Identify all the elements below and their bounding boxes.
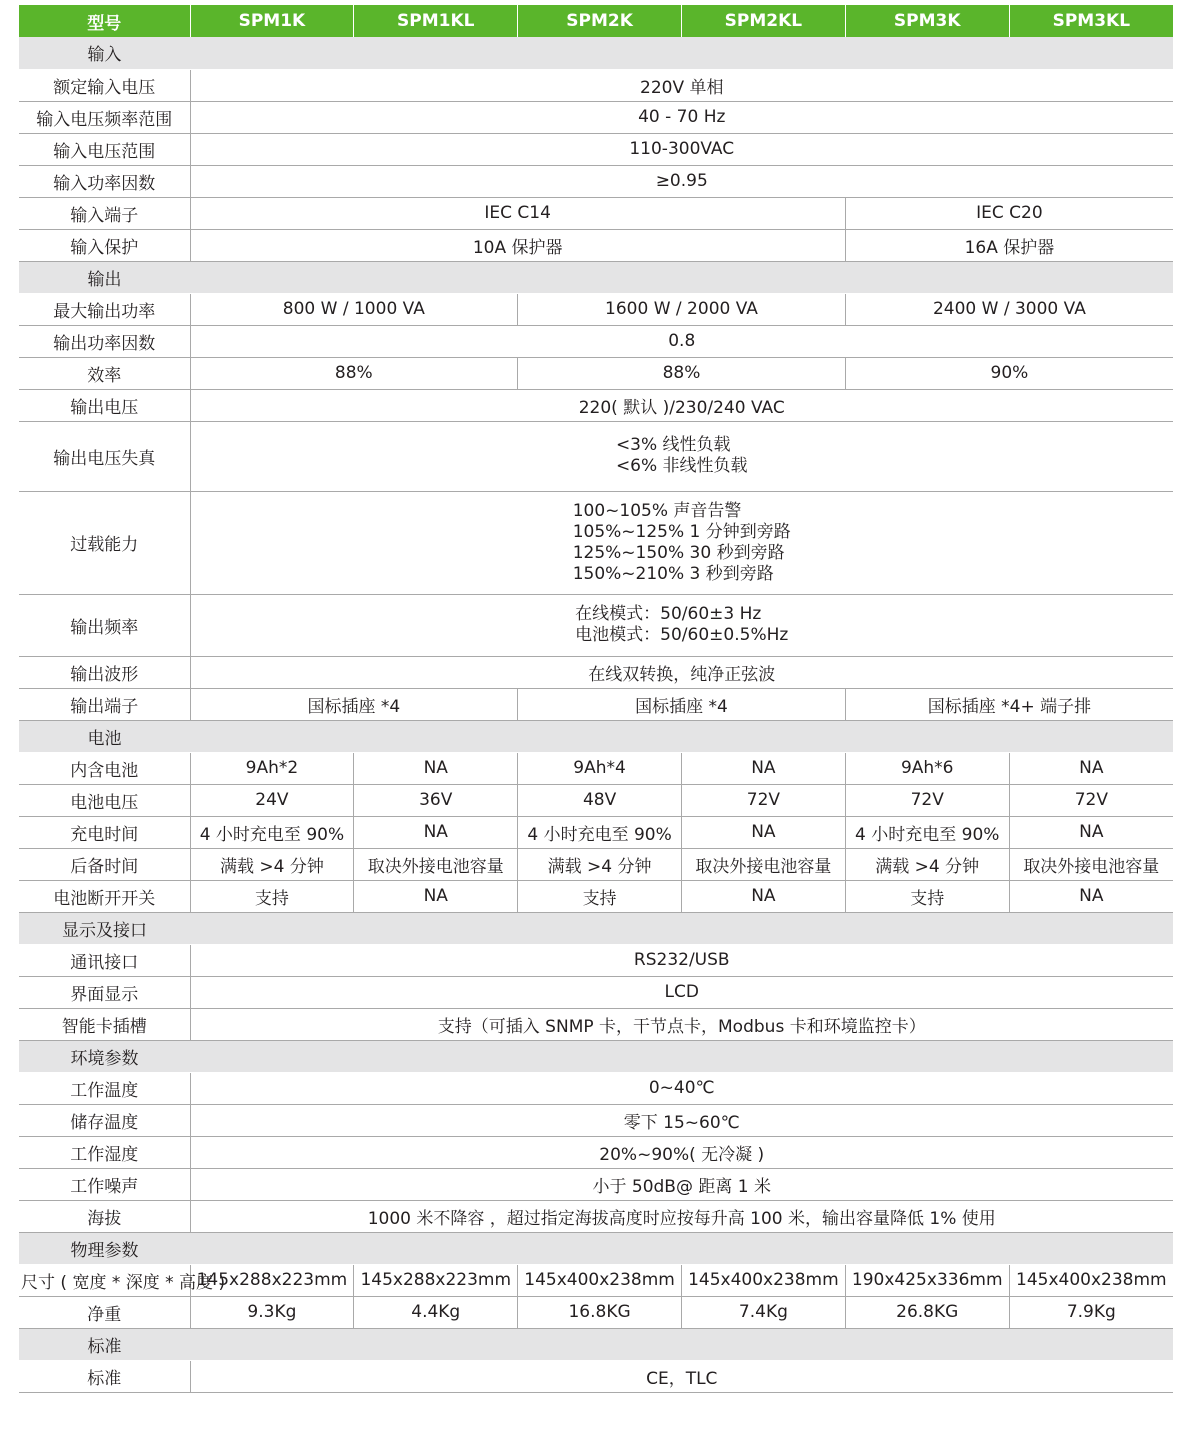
value-cell: 国标插座 *4+ 端子排 (845, 688, 1173, 720)
value-line: 150%~210% 3 秒到旁路 (572, 563, 774, 584)
section-title: 输入 (19, 37, 190, 69)
table-header (19, 5, 1173, 37)
value-cell: 9Ah*4 (518, 752, 682, 784)
value-cell: 国标插座 *4 (190, 688, 518, 720)
value-cell: 4 小时充电至 90% (190, 816, 354, 848)
row-label: 内含电池 (19, 752, 190, 784)
table-row (19, 165, 1173, 197)
table-row (19, 491, 1173, 594)
table-row (19, 1296, 1173, 1328)
value-cell: 零下 15~60℃ (190, 1104, 1173, 1136)
value-cell: 20%~90%( 无冷凝 ) (190, 1136, 1173, 1168)
model-header-cell: SPM1K (190, 5, 354, 37)
table-row (19, 816, 1173, 848)
row-label: 输出功率因数 (19, 325, 190, 357)
section-filler (190, 261, 1173, 293)
value-cell: ≥0.95 (190, 165, 1173, 197)
value-cell: 72V (681, 784, 845, 816)
row-label: 过载能力 (19, 491, 190, 594)
table-row (19, 133, 1173, 165)
section-title: 标准 (19, 1328, 190, 1360)
value-cell: 4.4Kg (354, 1296, 518, 1328)
value-cell: CE，TLC (190, 1360, 1173, 1392)
value-cell: 1000 米不降容 ，超过指定海拔高度时应按每升高 100 米，输出容量降低 1% 使用 (190, 1200, 1173, 1232)
value-cell: 220V 单相 (190, 69, 1173, 101)
value-line: 125%~150% 30 秒到旁路 (572, 542, 785, 563)
value-cell: 取决外接电池容量 (681, 848, 845, 880)
row-label: 输入功率因数 (19, 165, 190, 197)
table-row (19, 389, 1173, 421)
table-row (19, 752, 1173, 784)
value-cell: NA (681, 880, 845, 912)
value-cell: 88% (518, 357, 846, 389)
row-label: 通讯接口 (19, 944, 190, 976)
value-cell: 7.4Kg (681, 1296, 845, 1328)
table-row (19, 594, 1173, 656)
value-cell: 9Ah*2 (190, 752, 354, 784)
value-cell: NA (1009, 752, 1173, 784)
value-cell: 9Ah*6 (845, 752, 1009, 784)
value-cell: 支持（可插入 SNMP 卡，干节点卡，Modbus 卡和环境监控卡） (190, 1008, 1173, 1040)
value-cell: 36V (354, 784, 518, 816)
row-label: 输入电压频率范围 (19, 101, 190, 133)
table-row (19, 784, 1173, 816)
section-row (19, 912, 1173, 944)
table-row (19, 229, 1173, 261)
value-cell: 88% (190, 357, 518, 389)
section-row (19, 720, 1173, 752)
value-cell: IEC C20 (845, 197, 1173, 229)
value-cell: 110-300VAC (190, 133, 1173, 165)
value-cell: 支持 (190, 880, 354, 912)
table-row (19, 357, 1173, 389)
value-cell: 支持 (518, 880, 682, 912)
table-row (19, 1264, 1173, 1296)
table-row (19, 1008, 1173, 1040)
section-title: 环境参数 (19, 1040, 190, 1072)
value-cell: 支持 (845, 880, 1009, 912)
row-label: 界面显示 (19, 976, 190, 1008)
value-cell: NA (681, 752, 845, 784)
section-row (19, 1040, 1173, 1072)
value-cell: NA (681, 816, 845, 848)
row-label: 海拔 (19, 1200, 190, 1232)
row-label: 电池电压 (19, 784, 190, 816)
row-label: 标准 (19, 1360, 190, 1392)
row-label: 电池断开开关 (19, 880, 190, 912)
multiline-value (616, 435, 748, 477)
value-cell (190, 594, 1173, 656)
value-cell (190, 491, 1173, 594)
value-cell: 小于 50dB@ 距离 1 米 (190, 1168, 1173, 1200)
row-label: 输出电压失真 (19, 421, 190, 491)
section-filler (190, 37, 1173, 69)
table-row (19, 197, 1173, 229)
value-cell: 145x400x238mm (518, 1264, 682, 1296)
value-cell: 0~40℃ (190, 1072, 1173, 1104)
row-label: 净重 (19, 1296, 190, 1328)
value-cell: 10A 保护器 (190, 229, 845, 261)
row-label: 智能卡插槽 (19, 1008, 190, 1040)
row-label: 输入电压范围 (19, 133, 190, 165)
value-cell: 4 小时充电至 90% (518, 816, 682, 848)
row-label: 储存温度 (19, 1104, 190, 1136)
value-cell: 145x400x238mm (681, 1264, 845, 1296)
table-row (19, 656, 1173, 688)
table-row (19, 1136, 1173, 1168)
value-cell: 取决外接电池容量 (354, 848, 518, 880)
table-row (19, 1168, 1173, 1200)
value-cell: 145x400x238mm (1009, 1264, 1173, 1296)
row-label: 工作温度 (19, 1072, 190, 1104)
value-cell: NA (1009, 816, 1173, 848)
row-label: 输出波形 (19, 656, 190, 688)
section-title: 输出 (19, 261, 190, 293)
model-header-cell: SPM2KL (681, 5, 845, 37)
header-row (19, 5, 1173, 37)
value-cell: 90% (845, 357, 1173, 389)
row-label: 尺寸 ( 宽度 * 深度 * 高度 ) (19, 1264, 190, 1296)
value-cell: 7.9Kg (1009, 1296, 1173, 1328)
table-body (19, 37, 1173, 1392)
value-cell: NA (354, 880, 518, 912)
model-header-cell: SPM2K (518, 5, 682, 37)
value-cell: IEC C14 (190, 197, 845, 229)
table-row (19, 1072, 1173, 1104)
value-cell: 145x288x223mm (190, 1264, 354, 1296)
row-label: 工作湿度 (19, 1136, 190, 1168)
table-row (19, 325, 1173, 357)
value-cell: 72V (1009, 784, 1173, 816)
row-label: 输入端子 (19, 197, 190, 229)
value-cell: 1600 W / 2000 VA (518, 293, 846, 325)
table-row (19, 880, 1173, 912)
section-filler (190, 1328, 1173, 1360)
value-line: 在线模式：50/60±3 Hz (575, 604, 762, 624)
section-title: 电池 (19, 720, 190, 752)
value-cell: RS232/USB (190, 944, 1173, 976)
value-cell: 满载 >4 分钟 (190, 848, 354, 880)
section-filler (190, 1232, 1173, 1264)
table-row (19, 69, 1173, 101)
value-cell: NA (1009, 880, 1173, 912)
section-filler (190, 1040, 1173, 1072)
value-line: 电池模式：50/60±0.5%Hz (575, 625, 789, 645)
model-header-cell: SPM3K (845, 5, 1009, 37)
value-cell: 0.8 (190, 325, 1173, 357)
value-cell: LCD (190, 976, 1173, 1008)
value-cell: 满载 >4 分钟 (518, 848, 682, 880)
value-cell: 2400 W / 3000 VA (845, 293, 1173, 325)
value-cell: 9.3Kg (190, 1296, 354, 1328)
row-label: 工作噪声 (19, 1168, 190, 1200)
section-title: 显示及接口 (19, 912, 190, 944)
table-row (19, 421, 1173, 491)
value-cell: 40 - 70 Hz (190, 101, 1173, 133)
table-row (19, 1200, 1173, 1232)
value-line: <6% 非线性负载 (615, 456, 748, 476)
value-cell: 满载 >4 分钟 (845, 848, 1009, 880)
table-row (19, 101, 1173, 133)
model-header-cell: SPM3KL (1009, 5, 1173, 37)
row-label: 输出频率 (19, 594, 190, 656)
value-cell: 16A 保护器 (845, 229, 1173, 261)
value-cell: 48V (518, 784, 682, 816)
row-label: 输入保护 (19, 229, 190, 261)
table-row (19, 944, 1173, 976)
table-row (19, 848, 1173, 880)
spec-table (19, 5, 1173, 1393)
model-header-cell: SPM1KL (354, 5, 518, 37)
value-cell: 145x288x223mm (354, 1264, 518, 1296)
row-label: 最大输出功率 (19, 293, 190, 325)
row-label: 额定输入电压 (19, 69, 190, 101)
value-cell: 26.8KG (845, 1296, 1009, 1328)
value-cell: 16.8KG (518, 1296, 682, 1328)
table-row (19, 688, 1173, 720)
section-row (19, 1328, 1173, 1360)
table-row (19, 293, 1173, 325)
row-label: 效率 (19, 357, 190, 389)
table-row (19, 1360, 1173, 1392)
table-row (19, 976, 1173, 1008)
value-cell: 190x425x336mm (845, 1264, 1009, 1296)
value-cell: NA (354, 816, 518, 848)
value-cell (190, 421, 1173, 491)
table-row (19, 1104, 1173, 1136)
section-row (19, 37, 1173, 69)
section-row (19, 1232, 1173, 1264)
row-label: 输出端子 (19, 688, 190, 720)
section-filler (190, 912, 1173, 944)
section-title: 物理参数 (19, 1232, 190, 1264)
value-cell: 24V (190, 784, 354, 816)
value-cell: 72V (845, 784, 1009, 816)
value-line: 105%~125% 1 分钟到旁路 (572, 521, 791, 542)
value-cell: 国标插座 *4 (518, 688, 846, 720)
section-filler (190, 720, 1173, 752)
section-row (19, 261, 1173, 293)
multiline-value (573, 501, 791, 585)
value-cell: 4 小时充电至 90% (845, 816, 1009, 848)
value-cell: NA (354, 752, 518, 784)
value-cell: 800 W / 1000 VA (190, 293, 518, 325)
row-label: 后备时间 (19, 848, 190, 880)
multiline-value (575, 604, 788, 646)
value-cell: 220( 默认 )/230/240 VAC (190, 389, 1173, 421)
value-line: 100~105% 声音告警 (572, 500, 742, 521)
value-line: <3% 线性负载 (615, 435, 731, 455)
value-cell: 取决外接电池容量 (1009, 848, 1173, 880)
header-label: 型号 (19, 5, 190, 37)
value-cell: 在线双转换，纯净正弦波 (190, 656, 1173, 688)
row-label: 输出电压 (19, 389, 190, 421)
row-label: 充电时间 (19, 816, 190, 848)
